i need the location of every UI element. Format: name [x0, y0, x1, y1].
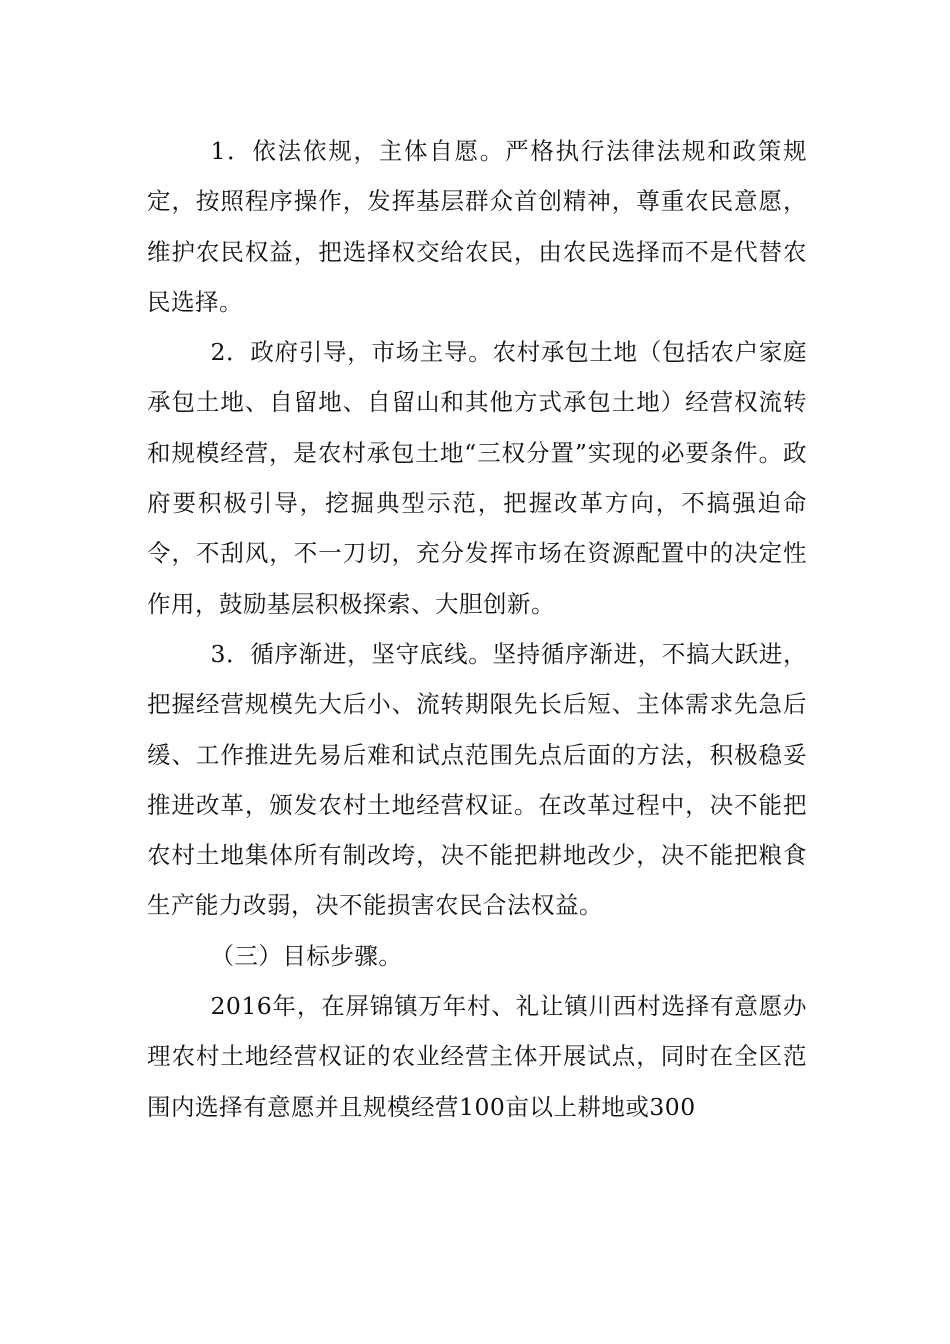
paragraph-principle-1: 1．依法依规，主体自愿。严格执行法律法规和政策规定，按照程序操作，发挥基层群众首创精神，尊重农民意愿，维护农民权益，把选择权交给农民，由农民选择而不是代替农民选择。	[147, 137, 807, 316]
section-heading: （三）目标步骤。	[210, 941, 403, 970]
paragraph-principle-3: 3．循序渐进，坚守底线。坚持循序渐进，不搞大跃进，把握经营规模先大后小、流转期限先长后短、主体需求先急后缓、工作推进先易后难和试点范围先点后面的方法，积极稳妥推进改革，颁发农村土地经营权证。在改革过程中，决不能把农村土地集体所有制改垮，决不能把耕地改少，决不能把粮食生产能力改弱，决不能损害农民合法权益。	[147, 639, 807, 920]
document-body	[147, 126, 807, 1132]
paragraph-principle-2: 2．政府引导，市场主导。农村承包土地（包括农户家庭承包土地、自留地、自留山和其他方式承包土地）经营权流转和规模经营，是农村承包土地“三权分置”实现的必要条件。政府要积极引导，挖掘典型示范，把握改革方向，不搞强迫命令，不刮风，不一刀切，充分发挥市场在资源配置中的决定性作用，鼓励基层积极探索、大胆创新。	[147, 338, 807, 618]
paragraph-target-steps: 2016年，在屏锦镇万年村、礼让镇川西村选择有意愿办理农村土地经营权证的农业经营主体开展试点，同时在全区范围内选择有意愿并且规模经营100亩以上耕地或300	[147, 992, 807, 1121]
